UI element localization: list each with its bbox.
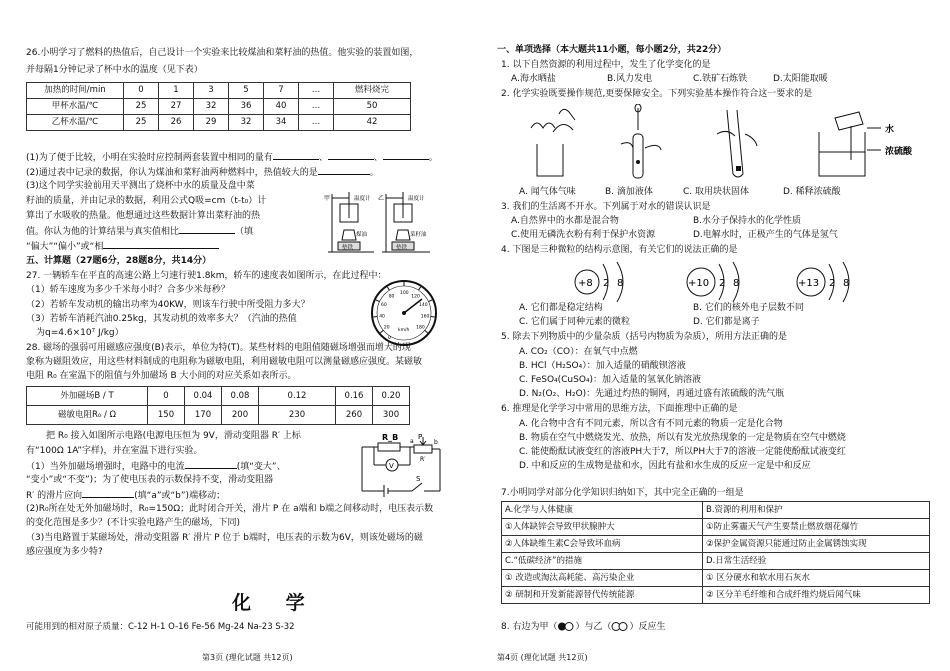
speedometer-tick (373, 317, 377, 318)
table-cell: 300 (373, 406, 410, 425)
q3-option[interactable]: C.使用无磷洗衣粉有利于保护水资源 (511, 230, 656, 240)
table-cell: 0 (148, 387, 185, 406)
q28-part1-text-d: (填“a”或“b”)端移动； (134, 491, 226, 501)
fig-label: 菜籽油 (410, 232, 427, 238)
fig-label: 煤油 (356, 232, 368, 238)
table-row (502, 570, 930, 587)
speedometer-tick (429, 300, 433, 302)
q27-line: 为q=4.6×10⁷ J/kg） (36, 328, 124, 338)
q28-line: 电阻 R₀ 在室温下的阻值与外加磁场 B 大小间的对应关系如表所示。 (26, 371, 297, 381)
table-cell: 25 (124, 99, 159, 115)
q2-option[interactable]: C. 取用块状固体 (683, 187, 750, 197)
q26-part2-text: (2)通过表中记录的数据，你认为煤油和菜籽油两种燃料中，热值较大的是 (26, 168, 318, 178)
speedometer-tick-label: 100 (400, 291, 409, 296)
table-row (502, 536, 930, 553)
table-cell: A.化学与人体健康 (502, 502, 703, 519)
table-row (27, 115, 411, 131)
q5-option[interactable]: B. HCl（H₂SO₄）：加入适量的硝酸钡溶液 (519, 361, 686, 371)
q28-line: 有“100Ω 1A”字样)，并在室温下进行实验。 (26, 446, 203, 456)
table-cell: 42 (334, 115, 411, 131)
q1-option[interactable]: A.海水晒盐 (511, 74, 556, 84)
nucleus-charge: +13 (798, 278, 820, 289)
table-cell: 外加磁场B / T (27, 387, 148, 406)
circuit-label: R′ (420, 456, 426, 463)
table-cell: 0.04 (185, 387, 222, 406)
table-cell: 5 (229, 83, 264, 99)
table-row (502, 502, 930, 519)
q6-option[interactable]: D. 中和反应的生成物是盐和水，因此有盐和水生成的反应一定是中和反应 (519, 461, 811, 471)
speedometer-tick (380, 330, 383, 333)
table-cell: B.资源的利用和保护 (703, 502, 930, 519)
acid-label: 浓硫酸 (885, 147, 913, 157)
q5-stem: 5. 除去下列物质中的少量杂质（括号内物质为杂质），所用方法正确的是 (501, 332, 787, 342)
table-cell: 25 (124, 115, 159, 131)
table-cell: … (299, 83, 334, 99)
q28-line: 28. 磁场的强弱可用磁感应强度(B)表示，单位为特(T)。某些材料的电阻值随磁场增强而增大的现 (26, 343, 411, 353)
table-cell: ② 研制和开发新能源替代传统能源 (502, 587, 703, 604)
speedometer-tick-label: 120 (411, 294, 420, 300)
q28-line: 把 R₀ 接入如图所示电路(电源电压恒为 9V，滑动变阻器 R′ 上标 (46, 431, 301, 441)
q26-part3-line1: (3)这个同学实验前用天平测出了烧杯中水的质量及盘中菜 (26, 181, 255, 191)
q7-stem: 7.小明同学对部分化学知识归纳如下，其中完全正确的一组是 (501, 488, 744, 498)
table-cell: 32 (194, 99, 229, 115)
q4-stem: 4. 下图是三种微粒的结构示意图，有关它们的说法正确的是 (501, 245, 738, 255)
answer-blank[interactable] (318, 165, 370, 175)
table-cell: 1 (159, 83, 194, 99)
answer-blank[interactable] (328, 150, 374, 160)
table-cell: 200 (222, 406, 259, 425)
speedometer-tick (419, 287, 421, 290)
temperature-table (26, 82, 411, 131)
table-cell: C.“低碳经济”的措施 (502, 553, 703, 570)
table-cell: ①人体缺锌会导致甲状腺肿大 (502, 519, 703, 536)
q6-option[interactable]: B. 物质在空气中燃烧发光、放热，所以有发光放热现象的一定是物质在空气中燃烧 (519, 433, 846, 443)
fig-label: 温度计 (408, 196, 425, 202)
q28-line: 感应强度为多少特? (26, 547, 103, 557)
q1-option[interactable]: C.铁矿石炼铁 (693, 74, 748, 84)
speedometer-tick (376, 300, 380, 302)
page-footer: 第4页 (理化试题 共12页) (497, 653, 588, 662)
q7-knowledge-table (501, 501, 930, 604)
fuel-apparatus-figure (324, 190, 436, 258)
q28-part1-text-c: R′ 的滑片应向 (26, 491, 83, 501)
q3-option[interactable]: A.自然界中的水都是混合物 (511, 216, 619, 226)
q26-part3-text-b: （填 (235, 227, 254, 237)
q28-line: (2)R₀所在处无外加磁场时，R₀=150Ω；此时闭合开关，滑片 P 在 a端和 b端之间移动时，电压表示数 (26, 504, 434, 514)
q8-text-b: ）与乙（ (575, 622, 612, 632)
q26-part3-text-c: “偏大”“偏小”或“相 (26, 242, 104, 252)
table-cell: 29 (194, 115, 229, 131)
q8-text: 8. 右边为甲（ (501, 622, 558, 632)
table-cell: 32 (229, 115, 264, 131)
table-row (502, 553, 930, 570)
q27-line: （2）若轿车发动机的输出功率为40KW，则该车行驶中所受阻力多大？ (26, 300, 310, 310)
electron-count: 2 (603, 278, 610, 289)
table-row (502, 587, 930, 604)
q8-text-c: ）反应生 (629, 622, 666, 632)
table-cell: … (299, 115, 334, 131)
table-cell: ① 改造或淘汰高耗能、高污染企业 (502, 570, 703, 587)
circuit-label: P (418, 433, 423, 441)
table-cell: ① 区分硬水和软水用石灰水 (703, 570, 930, 587)
speedometer-tick-label: 160 (420, 314, 430, 320)
left-page (22, 0, 472, 671)
q2-option[interactable]: A. 闻气体气味 (519, 187, 576, 197)
q27-line: （1）轿车速度为多少千米每小时？合多少米每秒？ (26, 285, 230, 295)
answer-blank[interactable] (273, 150, 319, 160)
table-cell: 260 (336, 406, 373, 425)
q2-stem: 2. 化学实验既要操作规范,更要保障安全。下列实验基本操作符合这一要求的是 (501, 89, 813, 99)
q8-stem (501, 621, 665, 634)
circuit-label: V (389, 462, 394, 470)
q26-part2: (2)通过表中记录的数据，你认为煤油和菜籽油两种燃料中，热值较大的是 。 (26, 165, 379, 180)
q5-option[interactable]: A. CO₂（CO）：在氧气中点燃 (519, 347, 638, 357)
q3-option[interactable]: D.电解水时，正极产生的气体是氢气 (693, 230, 838, 240)
nucleus-charge: +8 (578, 278, 593, 289)
table-cell: ①防止雾霾天气产生要禁止燃放烟花爆竹 (703, 519, 930, 536)
table-cell: 0.16 (336, 387, 373, 406)
q2-option[interactable]: B. 滴加液体 (605, 187, 653, 197)
q26-part3-line5 (26, 239, 219, 254)
q6-option[interactable]: A. 化合物中含有不同元素，所以含有不同元素的物质一定是化合物 (519, 419, 783, 429)
table-cell: 230 (259, 406, 336, 425)
table-cell: ② 区分羊毛纤维和合成纤维灼烧后闻气味 (703, 587, 930, 604)
table-row (27, 387, 410, 406)
table-cell: 0.20 (373, 387, 410, 406)
speedometer-tick-label: 140 (419, 303, 428, 309)
fig-label: 乙 (378, 195, 385, 202)
electron-count: 2 (829, 278, 836, 289)
q6-stem: 6. 推理是化学学习中常用的思维方法，下面推理中正确的是 (501, 404, 738, 414)
q1-option[interactable]: D.太阳能取暖 (773, 74, 828, 84)
answer-blank[interactable] (185, 459, 237, 469)
q1-option[interactable]: B.风力发电 (607, 74, 653, 84)
fig-label: 垫铁 (396, 245, 408, 251)
table-header-row (27, 83, 411, 99)
chemistry-title: 化 学 (232, 592, 319, 614)
right-page (497, 0, 937, 671)
q26-part1-text: (1)为了便于比较，小明在实验时应控制两套装置中相同的量有 (26, 153, 273, 163)
circuit-figure (356, 431, 446, 499)
q28-line: （3)当电路置于某磁场处，滑动变阻器 R′ 滑片 P 位于 b端时，电压表的示数为6V，则该处磁场的磁 (26, 533, 423, 543)
q4-option[interactable]: D. 它们都是离子 (693, 317, 760, 327)
table-cell: 加热的时间/min (27, 83, 124, 99)
table-cell: 150 (148, 406, 185, 425)
table-cell: 26 (159, 115, 194, 131)
electron-count: 8 (843, 278, 850, 289)
nucleus-charge: +10 (688, 278, 710, 289)
q3-stem: 3. 我们的生活离不开水。下列属于对水的错误认识是 (501, 202, 711, 212)
q28-part1-text: （1）当外加磁场增强时，电路中的电流 (26, 462, 185, 472)
answer-blank[interactable] (179, 224, 235, 234)
q28-line: “变小”或“不变”)；为了使电压表的示数保持不变，滑动变阻器 (26, 475, 274, 485)
atomic-mass-list: 可能用到的相对原子质量：C-12 H-1 O-16 Fe-56 Mg-24 Na-23 S-32 (26, 622, 295, 632)
speedometer-figure (368, 279, 440, 347)
table-cell: 7 (264, 83, 299, 99)
q26-intro: 26.小明学习了燃料的热值后，自己设计一个实验来比较煤油和菜籽油的热值。他实验的装置如图， (26, 48, 419, 58)
page-footer: 第3页 (理化试题 共12页) (202, 653, 293, 662)
q26-intro-2: 并每隔1分钟记录了杯中水的温度（见下表） (26, 65, 203, 75)
table-cell: … (299, 99, 334, 115)
q26-part3-line4 (26, 224, 253, 239)
molecule-b-icon (611, 622, 629, 631)
table-row (502, 519, 930, 536)
q26-part3-line2: 籽油的质量，并由记录的数据，利用公式Q吸=cm（t-t₀）计 (26, 196, 267, 206)
table-cell: D.日常生活经验 (703, 553, 930, 570)
answer-blank[interactable] (383, 150, 429, 160)
electron-count: 8 (733, 278, 740, 289)
q28-part1 (26, 459, 286, 474)
q28-part1-end (26, 488, 225, 503)
atom-structure-figures (567, 258, 867, 304)
answer-blank[interactable] (103, 239, 219, 249)
q27-line: （3）若轿车消耗汽油0.25kg，其发动机的效率多大？（汽油的热值 (26, 314, 297, 324)
q28-line: 的变化范围是多少？(不计实验电路产生的磁场，下同) (26, 518, 241, 528)
table-cell: 燃料烧完 (334, 83, 411, 99)
table-cell: 36 (229, 99, 264, 115)
speedometer-unit: km/h (398, 328, 410, 333)
fig-label: 垫铁 (342, 245, 354, 251)
speedometer-tick-label: 60 (381, 303, 387, 309)
q28-part1-text-b: (填“变大”、 (236, 462, 286, 472)
speedometer-tick (425, 330, 428, 333)
q26-part3-line3: 算出了水吸收的热量。他想通过这些数据计算出菜籽油的热 (26, 211, 261, 221)
fig-label: 甲 (324, 195, 331, 202)
speedometer-tick (387, 287, 389, 290)
speedometer-tick (431, 317, 435, 318)
table-cell: 34 (264, 115, 299, 131)
speedometer-tick-label: 40 (379, 314, 385, 320)
section-5-title: 五、计算题（27题6分，28题8分，共14分） (26, 256, 212, 266)
table-row (27, 406, 410, 425)
q5-option[interactable]: D. N₂(O₂、H₂O)：先通过灼热的铜网，再通过盛有浓硫酸的洗气瓶 (519, 389, 785, 399)
q27-line: 27. 一辆轿车在平直的高速公路上匀速行驶1.8km，轿车的速度表如图所示，在此过程中： (26, 271, 387, 281)
table-cell: 0.12 (259, 387, 336, 406)
q4-option[interactable]: A. 它们都是稳定结构 (519, 303, 603, 313)
table-cell: 乙杯水温/℃ (27, 115, 124, 131)
electron-count: 8 (617, 278, 624, 289)
speedometer-zero: 0 (388, 336, 391, 341)
table-row (27, 99, 411, 115)
fig-label: 温度计 (354, 196, 371, 202)
molecule-a-icon (557, 622, 575, 631)
q4-option[interactable]: C. 它们属于同种元素的微粒 (519, 317, 631, 327)
table-cell: 0 (124, 83, 159, 99)
table-cell: 50 (334, 99, 411, 115)
table-cell: 磁敏电阻R₀ / Ω (27, 406, 148, 425)
q1-stem: 1. 以下自然资源的利用过程中，发生了化学变化的是 (501, 60, 711, 70)
circuit-label: R_B (382, 433, 399, 442)
circuit-label: b (434, 439, 438, 446)
q26-part1: (1)为了便于比较，小明在实验时应控制两套装置中相同的量有 、 、 。 (26, 150, 438, 165)
water-label: 水 (885, 125, 895, 135)
q2-lab-figures (517, 104, 927, 180)
q2-option[interactable]: D. 稀释浓硫酸 (783, 187, 841, 197)
q5-option[interactable]: C. FeSO₄(CuSO₄)：加入适量的氢氧化钠溶液 (519, 375, 702, 385)
q4-option[interactable]: B. 它们的核外电子层数不同 (693, 303, 804, 313)
speedometer-tick-label: 80 (388, 294, 395, 300)
section-1-title: 一、单项选择（本大题共11小题，每小题2分，共22分） (497, 45, 727, 55)
table-cell: 3 (194, 83, 229, 99)
table-cell: 40 (264, 99, 299, 115)
q26-part3-text: 值。你认为他的计算结果与真实值相比 (26, 227, 180, 237)
magnetic-resistance-table (26, 386, 410, 425)
q6-option[interactable]: C. 能使酚酞试液变红的溶液PH大于7，所以PH大于7的溶液一定能使酚酞试液变红 (519, 447, 846, 457)
speedometer-tick-label: 180 (416, 325, 425, 331)
q28-line: 象称为磁阻效应，用这些材料制成的电阻称为磁敏电阻，利用磁敏电阻可以测量磁感应强度。某磁敏 (26, 357, 423, 367)
circuit-label: a (410, 438, 414, 445)
speedometer-tick-label: 20 (383, 325, 390, 331)
table-cell: ②人体缺维生素C会导致坏血病 (502, 536, 703, 553)
answer-blank[interactable] (82, 488, 134, 498)
circuit-label: S (416, 475, 421, 483)
q3-option[interactable]: B.水分子保持水的化学性质 (693, 216, 802, 226)
table-cell: 甲杯水温/℃ (27, 99, 124, 115)
table-cell: 27 (159, 99, 194, 115)
table-cell: 0.08 (222, 387, 259, 406)
electron-count: 2 (719, 278, 726, 289)
table-cell: ②保护金属资源只能通过防止金属锈蚀实现 (703, 536, 930, 553)
table-cell: 170 (185, 406, 222, 425)
